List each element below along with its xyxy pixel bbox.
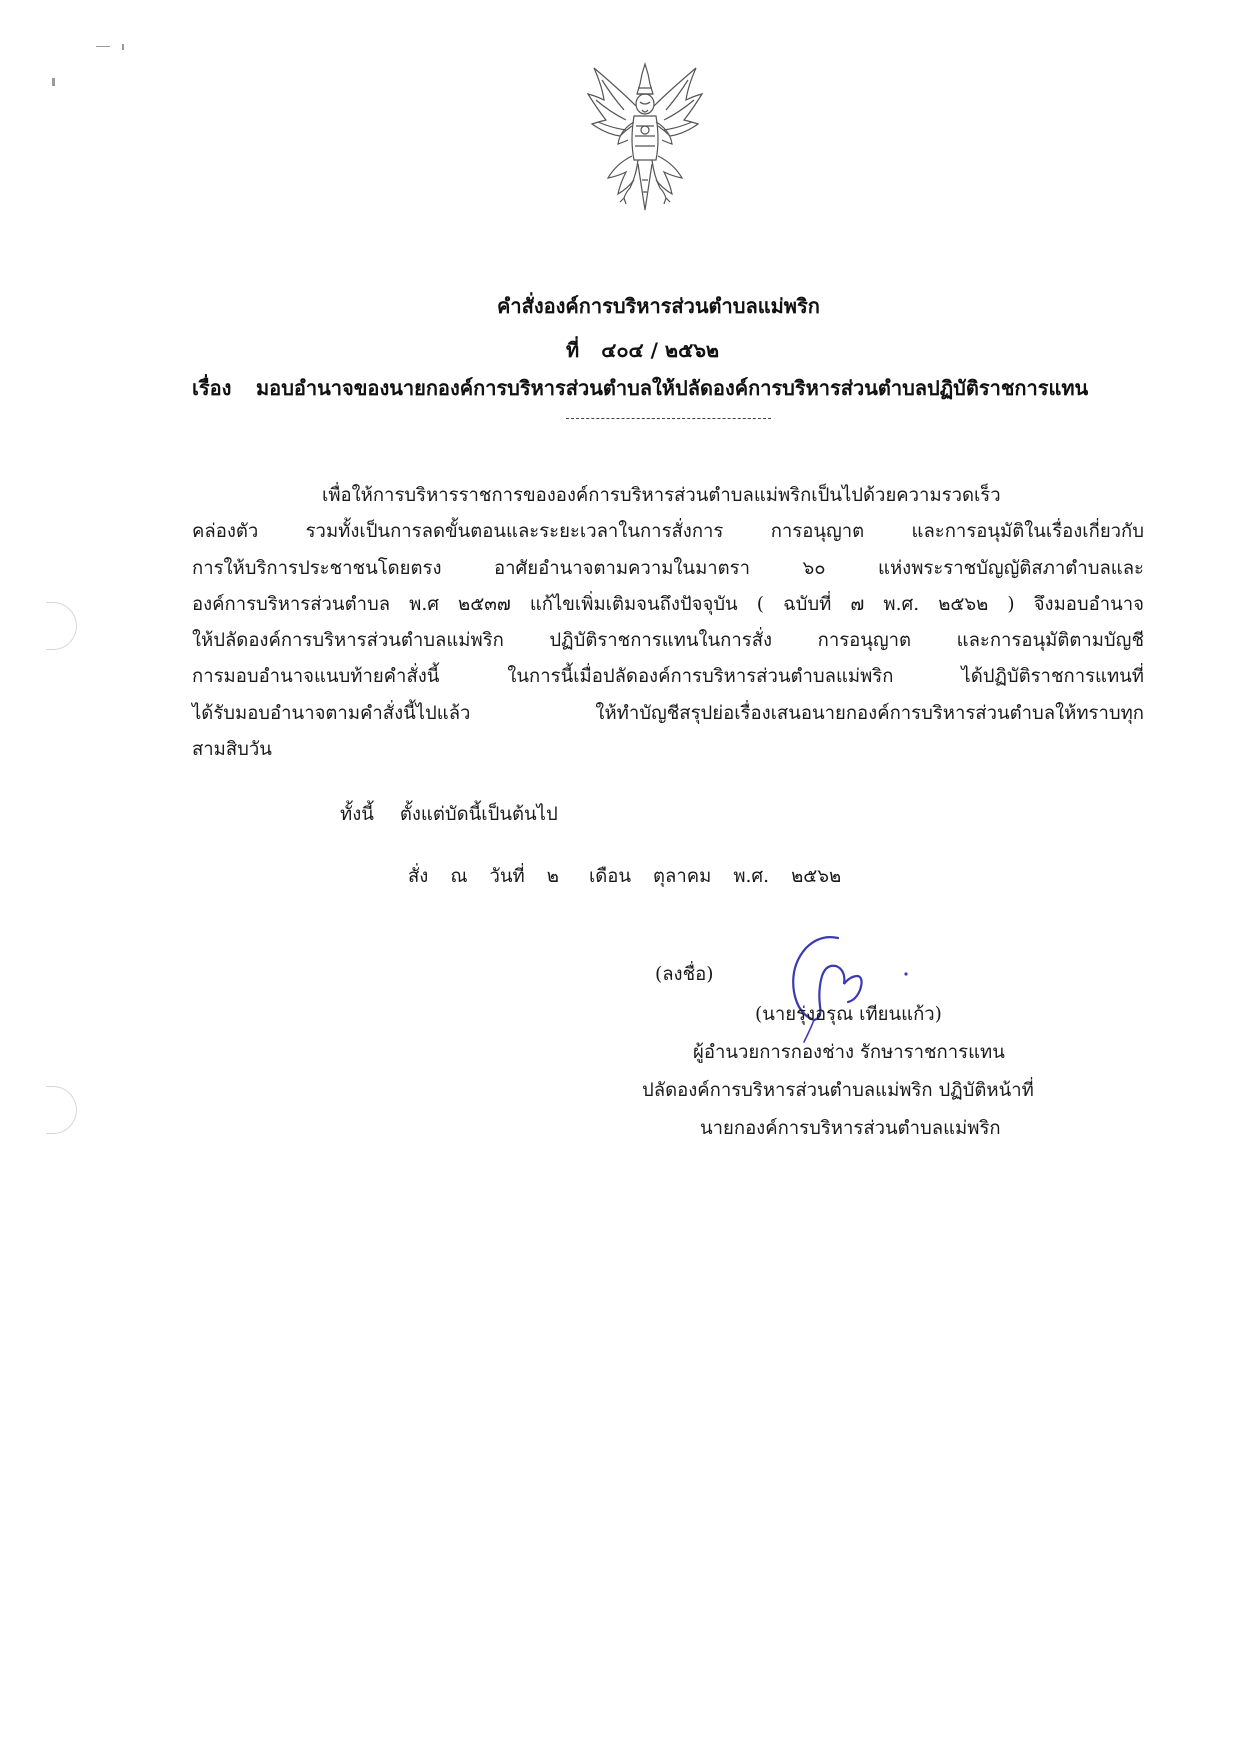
body-line: การให้บริการประชาชนโดยตรง อาศัยอำนาจตามความในมาตรา ๖๐ แห่งพระราชบัญญัติสภาตำบลและ <box>192 557 1144 579</box>
date-order-word: สั่ง <box>408 866 429 887</box>
body-paragraph <box>192 478 1144 768</box>
body-line: การมอบอำนาจแนบท้ายคำสั่งนี้ ในการนี้เมื่อปลัดองค์การบริหารส่วนตำบลแม่พริก ได้ปฏิบัติราชการแทนที่ <box>192 666 1144 688</box>
body-line: เพื่อให้การบริหารราชการขององค์การบริหารส่วนตำบลแม่พริกเป็นไปด้วยความรวดเร็ว <box>322 485 1001 506</box>
punch-hole <box>46 602 77 650</box>
effective-text: ตั้งแต่บัดนี้เป็นต้นไป <box>399 804 558 825</box>
scan-mark <box>52 78 55 86</box>
subject-text: มอบอำนาจของนายกองค์การบริหารส่วนตำบลให้ปลัดองค์การบริหารส่วนตำบลปฏิบัติราชการแทน <box>256 376 1089 400</box>
date-day: ๒ <box>546 866 559 887</box>
signer-position-1: ผู้อำนวยการกองช่าง รักษาราชการแทน <box>693 1042 1005 1063</box>
subject-row <box>192 372 1088 404</box>
body-line: คล่องตัว รวมทั้งเป็นการลดขั้นตอนและระยะเวลาในการสั่งการ การอนุญาต และการอนุมัติในเรื่องเกี่ยวกับ <box>192 521 1144 543</box>
punch-hole <box>46 1086 77 1134</box>
body-line: องค์การบริหารส่วนตำบล พ.ศ ๒๕๓๗ แก้ไขเพิ่มเติมจนถึงปัจจุบัน ( ฉบับที่ ๗ พ.ศ. ๒๕๖๒ ) จึงมอบอำนาจ <box>192 593 1144 615</box>
signer-position-2: ปลัดองค์การบริหารส่วนตำบลแม่พริก ปฏิบัติหน้าที่ <box>642 1080 1034 1101</box>
body-line: ให้ปลัดองค์การบริหารส่วนตำบลแม่พริก ปฏิบัติราชการแทนในการสั่ง การอนุญาต และการอนุมัติตามบัญชี <box>192 630 1144 652</box>
order-number-label: ที่ <box>566 338 580 362</box>
effective-label: ทั้งนี้ <box>340 804 374 825</box>
date-at-word: ณ <box>450 866 468 887</box>
scan-mark <box>122 44 124 50</box>
signer-name: (นายรุ่งอรุณ เทียนแก้ว) <box>755 1004 942 1025</box>
date-month: ตุลาคม <box>653 866 712 887</box>
order-number-row <box>566 334 719 366</box>
order-title: คำสั่งองค์การบริหารส่วนตำบลแม่พริก <box>497 294 820 318</box>
signer-position-3: นายกองค์การบริหารส่วนตำบลแม่พริก <box>700 1118 1001 1139</box>
body-line: สามสิบวัน <box>192 739 272 761</box>
sign-label: (ลงชื่อ) <box>655 964 714 985</box>
date-day-label: วันที่ <box>489 866 525 887</box>
subject-label: เรื่อง <box>192 376 232 400</box>
header-divider <box>566 418 771 419</box>
date-line <box>408 862 863 891</box>
order-number-value: ๔๐๔ / ๒๕๖๒ <box>601 338 720 362</box>
scan-mark <box>96 46 110 47</box>
handwritten-signature <box>760 930 930 1050</box>
body-line: ได้รับมอบอำนาจตามคำสั่งนี้ไปแล้ว ให้ทำบัญชีสรุปย่อเรื่องเสนอนายกองค์การบริหารส่วนตำบลให้ทราบทุก <box>192 702 1144 724</box>
date-month-label: เดือน <box>588 866 632 887</box>
garuda-emblem-icon <box>580 60 710 220</box>
date-era: พ.ศ. <box>733 866 770 887</box>
date-year: ๒๕๖๒ <box>791 866 842 887</box>
effective-line <box>340 800 558 829</box>
